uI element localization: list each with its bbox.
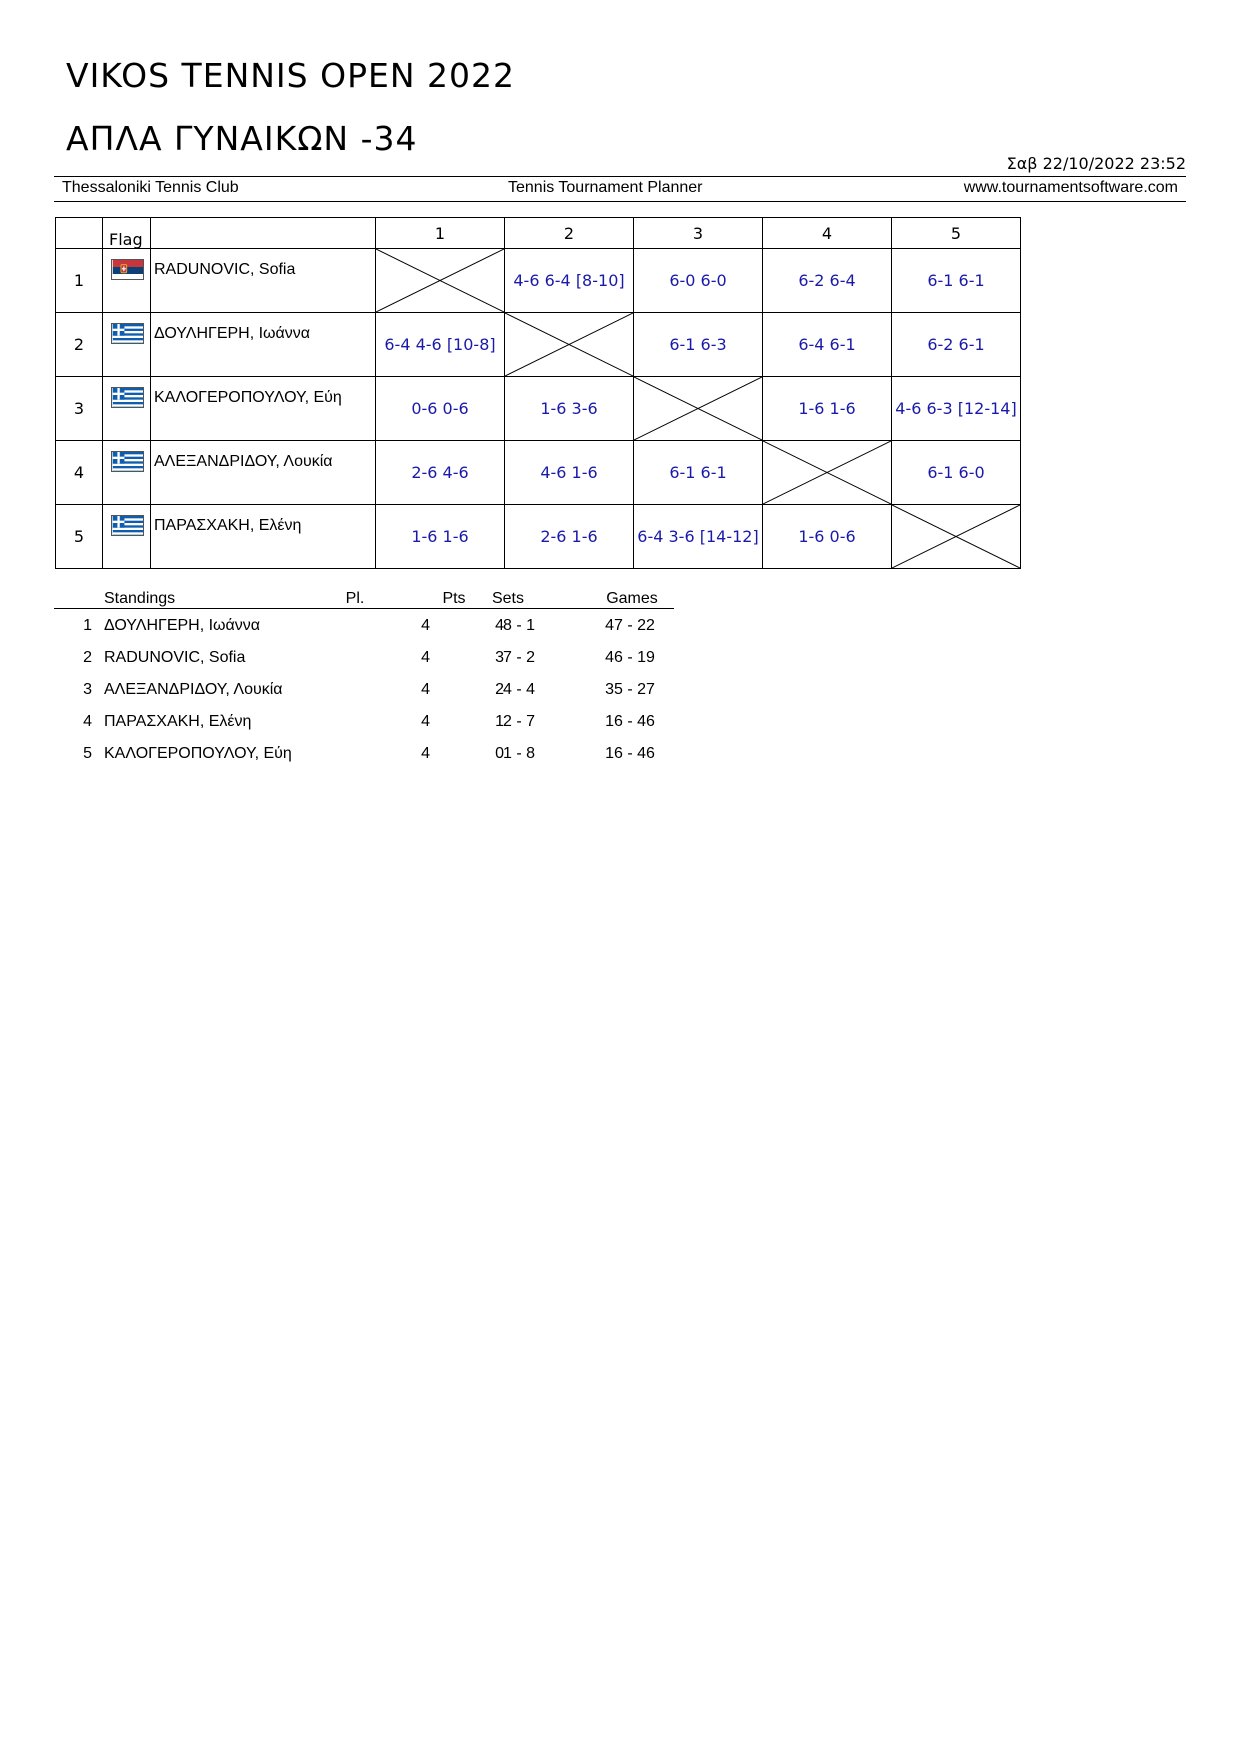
standing-games: 16 - 46: [605, 713, 655, 730]
sets-header: Sets: [491, 590, 524, 607]
club-name: Thessaloniki Tennis Club: [62, 179, 239, 196]
player-name-cell: [151, 313, 376, 377]
flag-cell: [103, 505, 151, 569]
grid-row-1: [56, 249, 1021, 313]
greece-flag-icon: [111, 323, 144, 344]
website-link[interactable]: www.tournamentsoftware.com: [963, 179, 1178, 196]
match-score[interactable]: 6-2 6-4: [763, 249, 892, 313]
match-score[interactable]: 4-6 6-3 [12-14]: [892, 377, 1021, 441]
player-number: 3: [56, 377, 103, 441]
cross-icon: [505, 313, 633, 376]
standing-points: 4: [495, 617, 504, 634]
standings-table: [54, 590, 674, 769]
grid-row-4: [56, 441, 1021, 505]
serbia-flag-icon: [111, 259, 144, 280]
grid-row-3: [56, 377, 1021, 441]
standing-sets: 2 - 7: [502, 713, 535, 730]
standing-played: 4: [421, 617, 430, 634]
round-robin-grid: [55, 217, 1021, 569]
standing-rank: 3: [83, 681, 92, 698]
match-score[interactable]: 2-6 4-6: [376, 441, 505, 505]
standings-row: [54, 705, 674, 737]
standing-games: 16 - 46: [605, 745, 655, 762]
standings-row: [54, 737, 674, 769]
played-header: Pl.: [345, 590, 365, 607]
name-column-header: [151, 218, 376, 249]
match-score[interactable]: 1-6 0-6: [763, 505, 892, 569]
standings-row: [54, 673, 674, 705]
standing-games: 47 - 22: [605, 617, 655, 634]
match-score[interactable]: 6-4 4-6 [10-8]: [376, 313, 505, 377]
match-score[interactable]: 6-1 6-1: [892, 249, 1021, 313]
greece-flag-icon: [111, 451, 144, 472]
generated-timestamp: Σαβ 22/10/2022 23:52: [1006, 154, 1186, 173]
self-match-cell: [892, 505, 1021, 569]
player-name[interactable]: ΑΛΕΞΑΝΔΡΙΔΟΥ, Λουκία: [154, 453, 333, 470]
match-score[interactable]: 6-4 6-1: [763, 313, 892, 377]
flag-cell: [103, 377, 151, 441]
grid-row-5: [56, 505, 1021, 569]
match-score[interactable]: 1-6 1-6: [763, 377, 892, 441]
standing-played: 4: [421, 713, 430, 730]
match-score[interactable]: 1-6 1-6: [376, 505, 505, 569]
match-score[interactable]: 6-2 6-1: [892, 313, 1021, 377]
self-match-cell: [376, 249, 505, 313]
self-match-cell: [763, 441, 892, 505]
standing-points: 3: [495, 649, 504, 666]
grid-corner: [56, 218, 103, 249]
player-number: 1: [56, 249, 103, 313]
greece-flag-icon: [111, 387, 144, 408]
standing-games: 35 - 27: [605, 681, 655, 698]
header-bar: [54, 176, 1186, 202]
cross-icon: [634, 377, 762, 440]
match-score[interactable]: 2-6 1-6: [505, 505, 634, 569]
tournament-title: VIKOS TENNIS OPEN 2022: [66, 56, 515, 95]
match-score[interactable]: 0-6 0-6: [376, 377, 505, 441]
standings-header: [54, 590, 674, 609]
cross-icon: [376, 249, 504, 312]
player-number: 5: [56, 505, 103, 569]
grid-row-2: [56, 313, 1021, 377]
standing-player[interactable]: ΑΛΕΞΑΝΔΡΙΔΟΥ, Λουκία: [104, 681, 283, 698]
games-header: Games: [606, 590, 658, 607]
standings-row: [54, 609, 674, 641]
standing-player[interactable]: RADUNOVIC, Sofia: [104, 649, 246, 666]
standings-row: [54, 641, 674, 673]
match-score[interactable]: 1-6 3-6: [505, 377, 634, 441]
standing-rank: 1: [83, 617, 92, 634]
player-number: 2: [56, 313, 103, 377]
match-score[interactable]: 4-6 1-6: [505, 441, 634, 505]
flag-cell: [103, 313, 151, 377]
column-header-3: 3: [634, 218, 763, 249]
cross-icon: [763, 441, 891, 504]
match-score[interactable]: 6-4 3-6 [14-12]: [634, 505, 763, 569]
points-header: Pts: [442, 590, 466, 607]
player-name-cell: [151, 441, 376, 505]
column-header-5: 5: [892, 218, 1021, 249]
planner-name: Tennis Tournament Planner: [508, 179, 703, 196]
cross-icon: [892, 505, 1020, 568]
event-title: ΑΠΛΑ ΓΥΝΑΙΚΩΝ -34: [66, 119, 418, 158]
standing-games: 46 - 19: [605, 649, 655, 666]
flag-cell: [103, 249, 151, 313]
standing-played: 4: [421, 649, 430, 666]
standing-points: 1: [495, 713, 504, 730]
column-header-4: 4: [763, 218, 892, 249]
standing-rank: 2: [83, 649, 92, 666]
standing-sets: 1 - 8: [502, 745, 535, 762]
player-name[interactable]: ΠΑΡΑΣΧΑΚΗ, Ελένη: [154, 517, 302, 534]
player-name[interactable]: ΔΟΥΛΗΓΕΡΗ, Ιωάννα: [154, 325, 311, 342]
standing-played: 4: [421, 681, 430, 698]
match-score[interactable]: 6-0 6-0: [634, 249, 763, 313]
player-name[interactable]: ΚΑΛΟΓΕΡΟΠΟΥΛΟΥ, Εύη: [154, 389, 342, 406]
self-match-cell: [505, 313, 634, 377]
player-name-cell: [151, 505, 376, 569]
match-score[interactable]: 6-1 6-0: [892, 441, 1021, 505]
match-score[interactable]: 4-6 6-4 [8-10]: [505, 249, 634, 313]
standing-rank: 4: [83, 713, 92, 730]
match-score[interactable]: 6-1 6-3: [634, 313, 763, 377]
flag-cell: [103, 441, 151, 505]
standing-player[interactable]: ΚΑΛΟΓΕΡΟΠΟΥΛΟΥ, Εύη: [104, 745, 292, 762]
match-score[interactable]: 6-1 6-1: [634, 441, 763, 505]
player-name-cell: [151, 249, 376, 313]
player-name-cell: [151, 377, 376, 441]
standing-rank: 5: [83, 745, 92, 762]
standing-points: 2: [495, 681, 504, 698]
self-match-cell: [634, 377, 763, 441]
standing-points: 0: [495, 745, 504, 762]
column-header-1: 1: [376, 218, 505, 249]
flag-column-header: Flag: [103, 218, 151, 249]
standing-sets: 4 - 4: [502, 681, 535, 698]
greece-flag-icon: [111, 515, 144, 536]
standing-sets: 7 - 2: [502, 649, 535, 666]
standings-title: Standings: [104, 590, 176, 607]
standing-player[interactable]: ΠΑΡΑΣΧΑΚΗ, Ελένη: [104, 713, 252, 730]
player-name[interactable]: RADUNOVIC, Sofia: [154, 261, 296, 278]
standing-sets: 8 - 1: [502, 617, 535, 634]
player-number: 4: [56, 441, 103, 505]
standing-player[interactable]: ΔΟΥΛΗΓΕΡΗ, Ιωάννα: [104, 617, 261, 634]
standing-played: 4: [421, 745, 430, 762]
column-header-2: 2: [505, 218, 634, 249]
grid-header-row: [56, 218, 1021, 249]
